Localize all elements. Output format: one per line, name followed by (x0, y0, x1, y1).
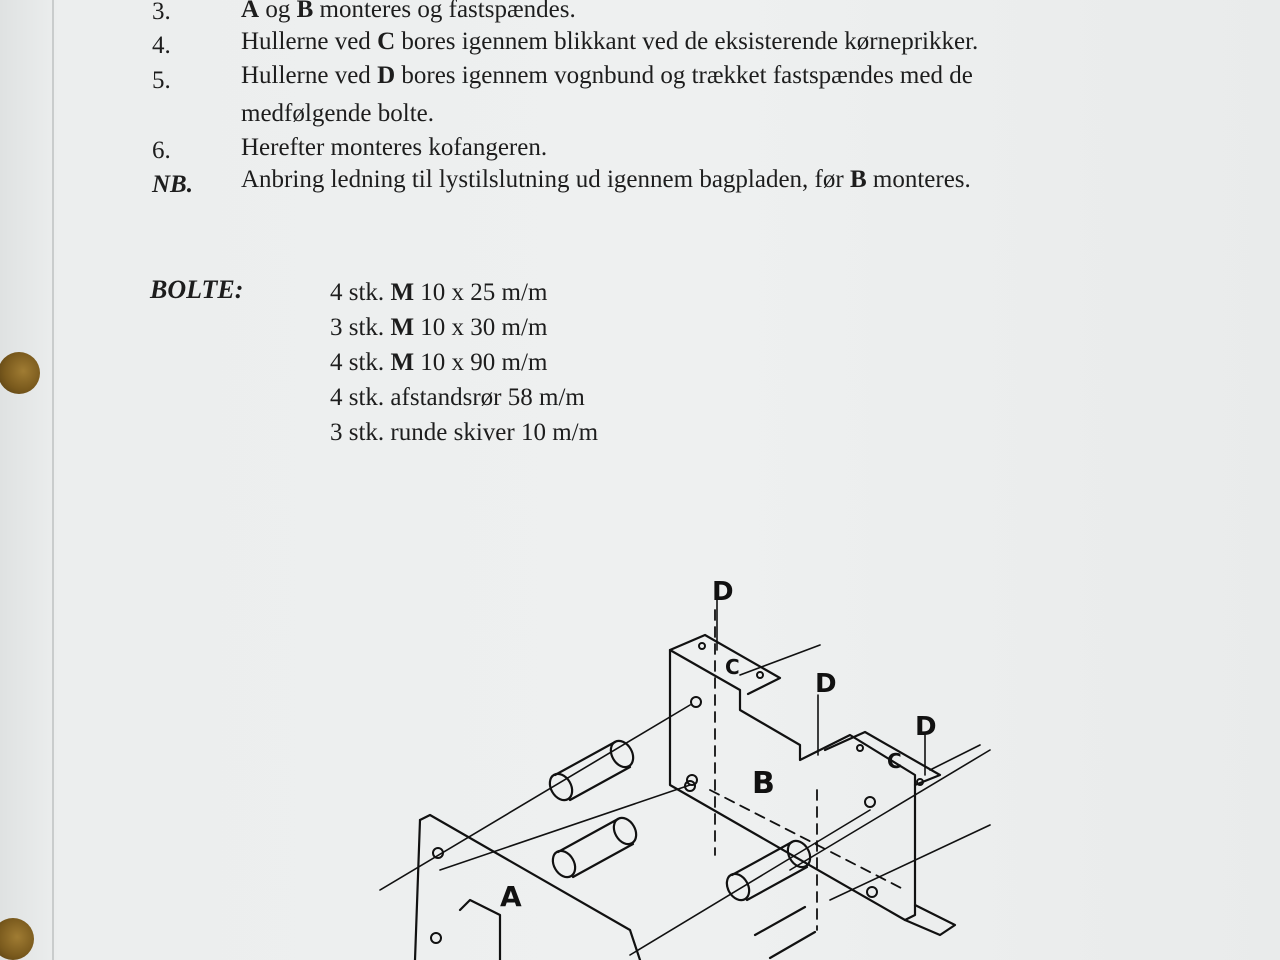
assembly-diagram (360, 570, 1020, 960)
label-d2: D (815, 669, 837, 699)
bolt-item: 4 stk. M 10 x 25 m/m (330, 279, 548, 306)
step-4-text: Hullerne ved C bores igennem blikkant ved de eksisterende kørneprikker. (241, 28, 979, 55)
label-c2: C (887, 749, 902, 773)
step-number: 5. (152, 67, 171, 94)
bolt-item: 4 stk. M 10 x 90 m/m (330, 349, 548, 376)
label-d3: D (915, 712, 937, 742)
step-3-text: A og B monteres og fastspændes. (241, 0, 576, 23)
nb-label: NB. (152, 171, 193, 198)
bolts-heading: BOLTE: (150, 275, 244, 304)
punch-hole-top (0, 352, 40, 394)
plate-a-left-edge (415, 820, 420, 960)
label-d1: D (712, 577, 734, 607)
step-number: 6. (152, 137, 171, 164)
bolt-item: 3 stk. M 10 x 30 m/m (330, 314, 548, 341)
step-5-text-line2: medfølgende bolte. (241, 100, 434, 127)
step-number: 4. (152, 32, 171, 59)
flange-bottom (905, 905, 955, 935)
step-number: 3. (152, 0, 171, 25)
label-c1: C (725, 655, 740, 679)
label-b: B (752, 766, 775, 801)
step-5-text: Hullerne ved D bores igennem vognbund og trækket fastspændes med de (241, 62, 973, 89)
nb-text: Anbring ledning til lystilslutning ud igennem bagpladen, før B monteres. (241, 166, 971, 193)
bolt-item: 4 stk. afstandsrør 58 m/m (330, 384, 585, 411)
plate-a-cutout (460, 900, 500, 960)
margin-line (52, 0, 54, 960)
bracket-b-outline (670, 650, 915, 920)
plate-a-outline (420, 815, 640, 960)
bolt-lines (380, 645, 990, 955)
bolt-item: 3 stk. runde skiver 10 m/m (330, 419, 599, 446)
step-6-text: Herefter monteres kofangeren. (241, 134, 548, 161)
bolts-list (330, 275, 598, 450)
label-a: A (500, 880, 522, 913)
